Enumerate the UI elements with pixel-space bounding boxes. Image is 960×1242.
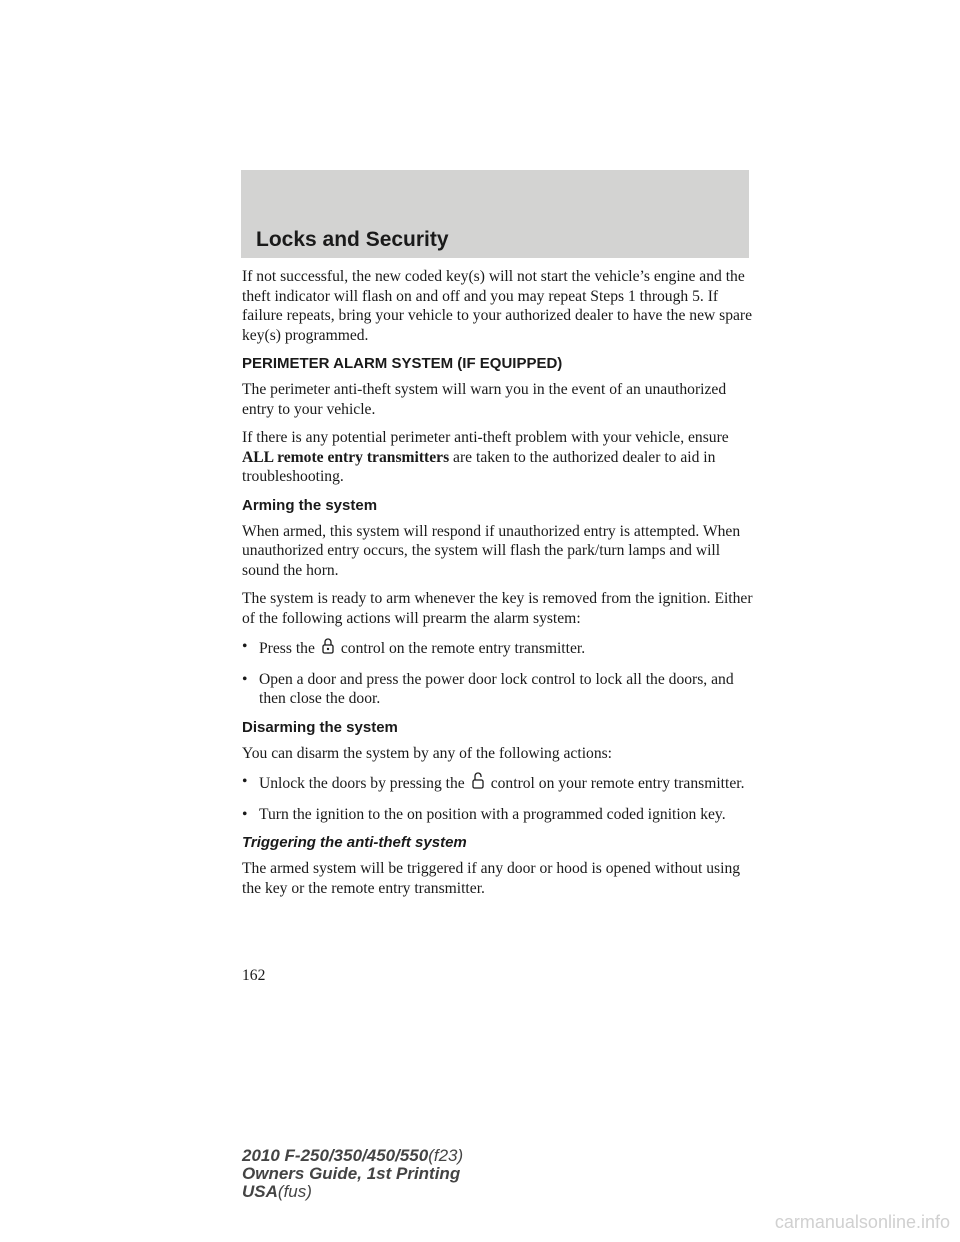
bullet-dot: • bbox=[242, 805, 248, 823]
perimeter-paragraph-1: The perimeter anti-theft system will warn you in the event of an unauthorized entry to your vehicle. bbox=[242, 381, 727, 418]
footer-region-code: (fus) bbox=[277, 1182, 312, 1201]
perimeter-paragraph-2-end: are taken to the authorized dealer to aid in troubleshooting. bbox=[242, 448, 716, 485]
triggering-heading: Triggering the anti-theft system bbox=[242, 834, 467, 851]
disarming-bullet-2 bbox=[242, 805, 754, 825]
footer-region-line bbox=[242, 1183, 463, 1201]
bullet-dot: • bbox=[242, 638, 248, 655]
intro-paragraph: If not successful, the new coded key(s) will not start the vehicle’s engine and the theft indicator will flash on and off and you may repeat Steps 1 through 5. If failure repeats, bring your vehicle to your authorized dealer to have the new spare key(s) programmed. bbox=[242, 268, 753, 344]
arming-heading: Arming the system bbox=[242, 496, 378, 514]
disarming-bullet-1-start: Unlock the doors by pressing the bbox=[259, 775, 465, 792]
perimeter-paragraph-2-start: If there is any potential perimeter anti-theft problem with your vehicle, ensure bbox=[242, 429, 729, 446]
arming-bullet-2-text: Open a door and press the power door lock control to lock all the doors, and then close the door. bbox=[259, 670, 734, 707]
section-title: Locks and Security bbox=[256, 228, 449, 251]
bullet-dot: • bbox=[242, 773, 248, 790]
bullet-dot: • bbox=[242, 670, 248, 688]
disarming-paragraph-1: You can disarm the system by any of the following actions: bbox=[242, 744, 613, 762]
arming-bullet-1-start: Press the bbox=[259, 640, 315, 657]
footer bbox=[242, 1147, 463, 1201]
unlock-icon bbox=[467, 772, 489, 796]
lock-icon bbox=[317, 637, 339, 661]
footer-region: USA bbox=[242, 1182, 278, 1201]
page-number: 162 bbox=[242, 967, 266, 984]
arming-bullet-1-end: control on the remote entry transmitter. bbox=[340, 640, 586, 657]
arming-bullet-1 bbox=[242, 637, 754, 661]
triggering-paragraph: The armed system will be triggered if any door or hood is opened without using the key or the remote entry transmitter. bbox=[242, 860, 741, 897]
arming-paragraph-1: When armed, this system will respond if unauthorized entry is attempted. When unauthorized entry occurs, the system will flash the park/turn lamps and will sound the horn. bbox=[242, 522, 741, 579]
footer-model-code: (f23) bbox=[428, 1146, 464, 1165]
disarming-bullet-2-text: Turn the ignition to the on position with a programmed coded ignition key. bbox=[259, 805, 726, 823]
disarming-bullet-1-end: control on your remote entry transmitter. bbox=[490, 775, 745, 792]
footer-guide: Owners Guide, 1st Printing bbox=[242, 1164, 461, 1183]
perimeter-paragraph-2 bbox=[242, 428, 754, 487]
arming-paragraph-2: The system is ready to arm whenever the key is removed from the ignition. Either of the following actions will prearm the alarm system: bbox=[242, 590, 753, 627]
perimeter-alarm-heading: PERIMETER ALARM SYSTEM (IF EQUIPPED) bbox=[242, 355, 563, 372]
disarming-bullet-1 bbox=[242, 772, 754, 796]
remote-transmitters-emphasis: ALL remote entry transmitters bbox=[242, 448, 450, 466]
watermark: carmanualsonline.info bbox=[774, 1212, 950, 1232]
disarming-heading: Disarming the system bbox=[242, 718, 398, 736]
footer-model-line bbox=[242, 1147, 463, 1165]
arming-bullet-2 bbox=[242, 670, 754, 709]
footer-model: 2010 F-250/350/450/550 bbox=[242, 1146, 429, 1165]
page-content bbox=[242, 267, 754, 907]
